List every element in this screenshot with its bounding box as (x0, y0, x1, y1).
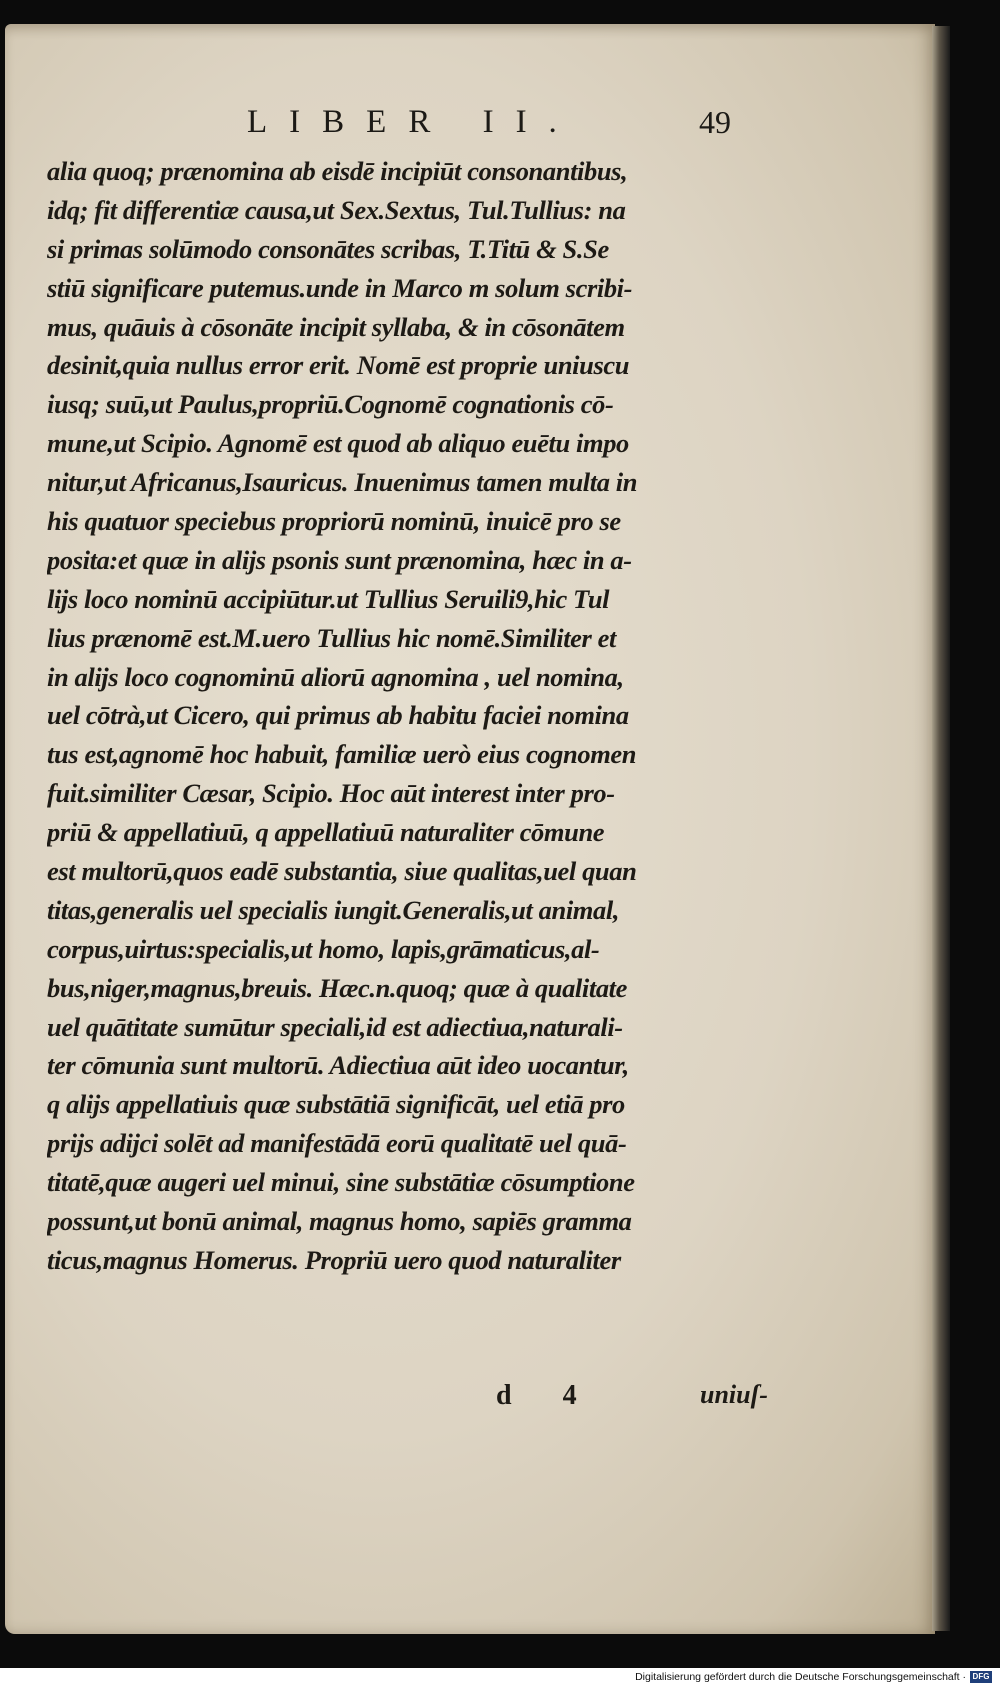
text-line: posita:et quæ in alijs psonis sunt prænomina, hæc in a- (47, 544, 632, 575)
text-line: priū & appellatiuū, q appellatiuū naturaliter cōmune (47, 817, 605, 848)
text-line: stiū significare putemus.unde in Marco m solum scribi- (47, 272, 633, 303)
text-line: q alijs appellatiuis quæ substātiā significāt, uel etiā pro (47, 1089, 625, 1120)
text-line: titatē,quæ augeri uel minui, sine substātiæ cōsumptione (47, 1167, 635, 1198)
text-line: tus est,agnomē hoc habuit, familiæ uerò eius cognomen (47, 739, 637, 770)
funding-notice: Digitalisierung gefördert durch die Deutsche Forschungsgemeinschaft · (635, 1671, 966, 1683)
text-line: uel quātitate sumūtur speciali,id est adiectiua,naturali- (47, 1011, 623, 1042)
text-line: ticus,magnus Homerus. Propriū uero quod naturaliter (47, 1244, 621, 1275)
text-line: iusq; suū,ut Paulus,propriū.Cognomē cognationis cō- (47, 389, 614, 420)
text-line: lius prænomē est.M.uero Tullius hic nomē.Similiter et (47, 622, 616, 653)
text-line: idq; fit differentiæ causa,ut Sex.Sextus, Tul.Tullius: na (47, 194, 626, 225)
text-line: si primas solūmodo consonātes scribas, T.Titū & S.Se (47, 233, 609, 264)
text-line: prijs adijci solēt ad manifestādā eorū qualitatē uel quā- (47, 1128, 627, 1159)
text-line: nitur,ut Africanus,Isauricus. Inuenimus tamen multa in (47, 467, 638, 498)
text-line: mus, quāuis à cōsonāte incipit syllaba, & in cōsonātem (47, 311, 625, 342)
text-line: ter cōmunia sunt multorū. Adiectiua aūt ideo uocantur, (47, 1050, 629, 1081)
text-line: alia quoq; prænomina ab eisdē incipiūt consonantibus, (47, 156, 628, 186)
text-line: possunt,ut bonū animal, magnus homo, sapiēs gramma (47, 1206, 632, 1237)
signature-mark: d 4 (496, 1380, 599, 1411)
text-line: est multorū,quos eadē substantia, siue qualitas,uel quan (47, 856, 637, 887)
dfg-logo-icon: DFG (970, 1671, 992, 1683)
body-text (47, 152, 785, 1280)
text-line: his quatuor speciebus propriorū nominū, inuicē pro se (47, 506, 621, 537)
catchword: uniuſ- (700, 1380, 768, 1409)
text-line: lijs loco nominū accipiūtur.ut Tullius Seruili9,hic Tul (47, 583, 610, 614)
text-line: fuit.similiter Cæsar, Scipio. Hoc aūt interest inter pro- (47, 778, 615, 809)
text-line: uel cōtrà,ut Cicero, qui primus ab habitu faciei nomina (47, 700, 629, 731)
text-line: desinit,quia nullus error erit. Nomē est proprie uniuscu (47, 350, 630, 381)
text-line: corpus,uirtus:specialis,ut homo, lapis,grāmaticus,al- (47, 933, 600, 964)
text-line: titas,generalis uel specialis iungit.Generalis,ut animal, (47, 894, 620, 925)
page-edge-shadow (932, 26, 950, 1631)
text-line: in alijs loco cognominū aliorū agnomina , uel nomina, (47, 661, 624, 692)
running-head: LIBER II. (247, 104, 579, 140)
page-number: 49 (699, 104, 731, 140)
text-line: mune,ut Scipio. Agnomē est quod ab aliquo euētu impo (47, 428, 629, 459)
text-line: bus,niger,magnus,breuis. Hæc.n.quoq; quæ à qualitate (47, 972, 627, 1003)
